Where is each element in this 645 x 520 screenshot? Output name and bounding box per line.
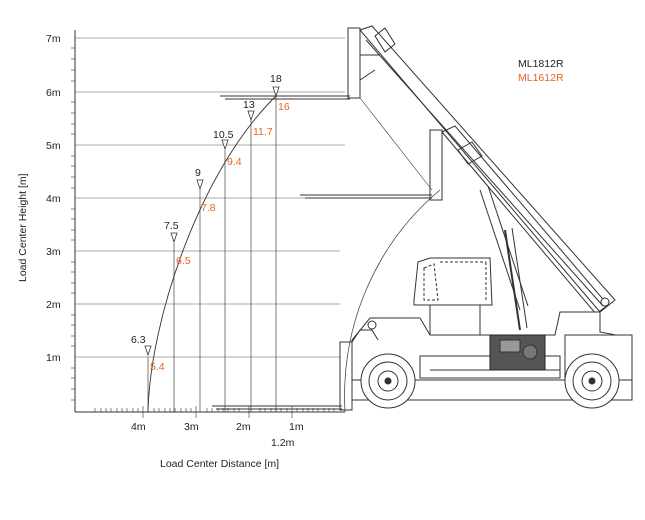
y-tick-7m: 7m xyxy=(46,33,61,45)
marker-3 xyxy=(197,180,203,189)
y-tick-1m: 1m xyxy=(46,352,61,364)
cap-a-3: 9 xyxy=(195,167,201,179)
fork-bottom xyxy=(212,342,352,410)
cap-b-5: 11.7 xyxy=(253,126,273,138)
x-tick-labels xyxy=(131,421,304,449)
x-tick-4m: 4m xyxy=(131,421,146,433)
cap-b-4: 9.4 xyxy=(227,156,242,168)
lift-envelope-arc xyxy=(148,96,276,412)
cap-b-1: 5.4 xyxy=(150,361,165,373)
cap-a-2: 7.5 xyxy=(164,220,179,232)
legend-model-a: ML1812R xyxy=(518,58,564,70)
cap-a-5: 13 xyxy=(243,99,255,111)
cap-a-4: 10.5 xyxy=(213,129,234,141)
y-tick-6m: 6m xyxy=(46,87,61,99)
marker-4 xyxy=(222,140,228,149)
rear-wheel xyxy=(565,354,619,408)
legend-model-b: ML1612R xyxy=(518,72,564,84)
y-tick-3m: 3m xyxy=(46,246,61,258)
marker-1 xyxy=(145,346,151,355)
y-tick-2m: 2m xyxy=(46,299,61,311)
y-tick-5m: 5m xyxy=(46,140,61,152)
x-tick-2m: 2m xyxy=(236,421,251,433)
engine xyxy=(490,335,545,370)
x-tick-1m: 1m xyxy=(289,421,304,433)
cap-a-1: 6.3 xyxy=(131,334,146,346)
reach-lines xyxy=(148,96,276,412)
y-tick-labels xyxy=(46,33,61,364)
marker-2 xyxy=(171,233,177,242)
axes xyxy=(75,30,345,412)
y-axis-title: Load Center Height [m] xyxy=(17,173,29,282)
cap-b-6: 16 xyxy=(278,101,290,113)
y-axis-minor-ticks xyxy=(71,48,75,400)
cab xyxy=(414,258,492,335)
x-tick-3m: 3m xyxy=(184,421,199,433)
front-wheel xyxy=(361,354,415,408)
x-axis-title: Load Center Distance [m] xyxy=(160,458,280,470)
fork-middle xyxy=(300,130,442,200)
cap-a-6: 18 xyxy=(270,73,282,85)
marker-6 xyxy=(273,87,279,96)
x-tick-1-2m: 1.2m xyxy=(271,437,295,449)
marker-5 xyxy=(248,111,254,120)
fork-top xyxy=(220,28,360,99)
cap-b-2: 6.5 xyxy=(176,255,191,267)
y-tick-4m: 4m xyxy=(46,193,61,205)
capacity-labels xyxy=(131,73,290,373)
cap-b-3: 7.8 xyxy=(201,202,216,214)
height-gridlines xyxy=(75,38,345,357)
